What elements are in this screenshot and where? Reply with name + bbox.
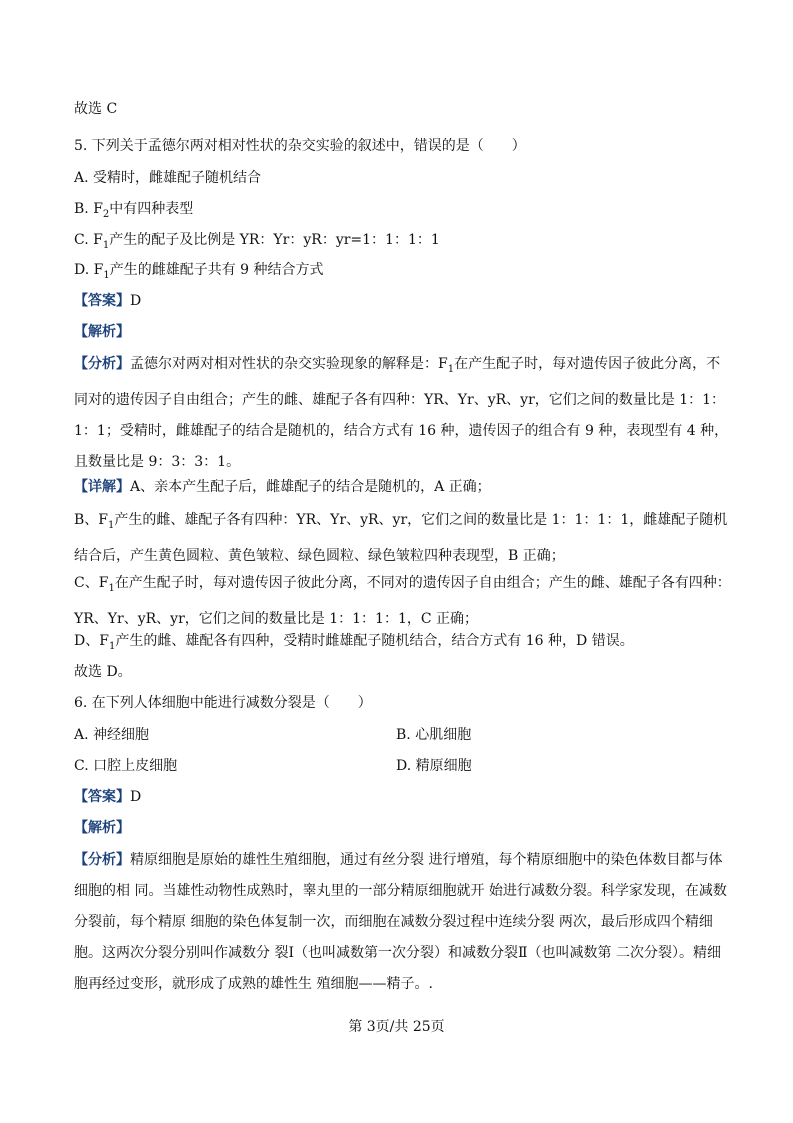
- q5-option-c: C. $F_1$产生的配子及比例是 YR：Yr：yR：yr=1：1：1：1: [74, 232, 440, 251]
- q5-option-a: A. 受精时，雌雄配子随机结合: [74, 170, 262, 186]
- q5-analysis-fenxi: 【分析】孟德尔对两对相对性状的杂交实验现象的解释是：$F_1$在产生配子时，每对遗传因子彼此分离，不同对的遗传因子自由组合；产生的雌、雄配子各有四种：YR、Yr、yR、yr，它们之间的数量比是 1：1：1：1；受精时，雌雄配子的结合是随机的，结合方式有 16 种，遗传因子的组合有 9 种，表现型有 4 种，且数量比是 9：3：3：1。: [74, 356, 729, 470]
- q6-option-b: B. 心肌细胞: [396, 727, 472, 743]
- q6-answer: 【答案】D: [74, 789, 142, 805]
- q5-detail-b: B、$F_1$产生的雌、雄配子各有四种：YR、Yr、yR、yr，它们之间的数量比是 1：1：1：1，雌雄配子随机结合后，产生黄色圆粒、黄色皱粒、绿色圆粒、绿色皱粒四种表现型，B 正确；: [74, 512, 728, 564]
- q5-detail-a: 【详解】A、亲本产生配子后，雌雄配子的结合是随机的，A 正确；: [74, 479, 491, 495]
- q6-stem: 6. 在下列人体细胞中能进行减数分裂是（ ）: [74, 695, 372, 711]
- q6-options-row-1: [74, 725, 734, 745]
- q5-conclusion: 故选 D。: [74, 664, 132, 680]
- q5-option-b: B. $F_2$中有四种表型: [74, 201, 194, 220]
- q6-analysis-fenxi: 【分析】精原细胞是原始的雄性生殖细胞，通过有丝分裂 进行增殖，每个精原细胞中的染色体数目都与体细胞的相 同。当雄性动物性成熟时，睾丸里的一部分精原细胞就开 始进行减数分裂。科学家发现，在减数分裂前，每个精原 细胞的染色体复制一次，而细胞在减数分裂过程中连续分裂 两次，最后形成四个精细胞。这两次分裂分别叫作减数分 裂Ⅰ（也叫减数第一次分裂）和减数分裂Ⅱ（也叫减数第 二次分裂）。精细胞再经过变形，就形成了成熟的雄性生 殖细胞——精子。.: [74, 852, 727, 992]
- q6-analysis-heading: 【解析】: [74, 820, 130, 836]
- q6-option-d: D. 精原细胞: [396, 758, 472, 774]
- q6-options-row-2: [74, 756, 734, 776]
- answer-tag: 【答案】: [74, 293, 130, 309]
- q6-option-a: A. 神经细胞: [74, 727, 150, 743]
- q5-detail-c: C、$F_1$在产生配子时，每对遗传因子彼此分离，不同对的遗传因子自由组合；产生的雌、雄配子各有四种：YR、Yr、yR、yr，它们之间的数量比是 1：1：1：1，C 正确；: [74, 575, 731, 627]
- page-footer: 第 3页/共 25页: [348, 1019, 445, 1035]
- q5-answer: 【答案】D: [74, 293, 142, 309]
- answer-tag: 【答案】: [74, 789, 130, 805]
- q4-conclusion: 故选 C: [74, 101, 118, 117]
- q5-option-d: D. $F_1$产生的雌雄配子共有 9 种结合方式: [74, 262, 324, 281]
- q5-analysis-heading: 【解析】: [74, 324, 130, 340]
- q6-option-c: C. 口腔上皮细胞: [74, 758, 178, 774]
- q5-stem: 5. 下列关于孟德尔两对相对性状的杂交实验的叙述中，错误的是（ ）: [74, 138, 526, 154]
- q5-detail-d: D、$F_1$产生的雌、雄配各有四种，受精时雌雄配子随机结合，结合方式有 16 种，D 错误。: [74, 633, 634, 652]
